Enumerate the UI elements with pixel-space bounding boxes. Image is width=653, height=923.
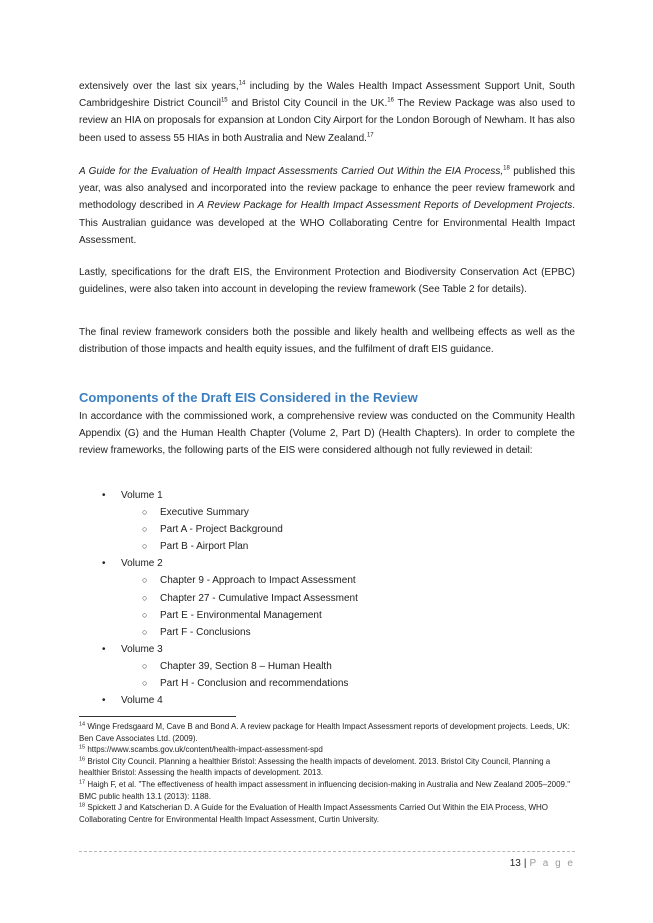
- footnote-ref-15[interactable]: 15: [220, 97, 228, 104]
- sub-list: [121, 504, 502, 555]
- guide-title: A Guide for the Evaluation of Health Impact Assessments Carried Out Within the EIA Process,: [79, 166, 504, 177]
- list-item: ○ Part H - Conclusion and recommendations: [121, 675, 502, 692]
- page-footer: [510, 858, 575, 869]
- paragraph-guide-evaluation: A Guide for the Evaluation of Health Impact Assessments Carried Out Within the EIA Process,$^{18}$ published this year, was also analysed and incorporated into the review package to enhance the peer review framework and methodology described in A Review Package for Health Impact Assessment Reports of Development Projects. This Australian guidance was developed at the WHO Collaborating Centre for Environmental Health Impact Assessment.: [79, 165, 575, 246]
- list-item-volume-3: • Volume 3 ○ Chapter 39, Section 8 – Human Health ○ Part H - Conclusion and recommendations: [102, 641, 502, 692]
- bullet-icon: •: [102, 695, 106, 707]
- bullet-icon: •: [102, 558, 106, 570]
- footnote-14: $^{14}$ Winge Fredsgaard M, Cave B and Bond A. A review package for Health Impact Assessment reports of development projects. Leeds, UK: Ben Cave Associates Ltd. (2009).: [79, 721, 570, 743]
- paragraph-commissioned-work: In accordance with the commissioned work, a comprehensive review was conducted on the Community Health Appendix (G) and the Human Health Chapter (Volume 2, Part D) (Health Chapters). In order to complete the review frameworks, the following parts of the EIS were considered although not fully reviewed in detail:: [79, 411, 575, 457]
- list-item: ○ Part F - Conclusions: [121, 624, 502, 641]
- list-item: ○ Chapter 39, Section 8 – Human Health: [121, 658, 502, 675]
- circle-bullet-icon: ○: [142, 524, 148, 535]
- circle-bullet-icon: ○: [142, 626, 148, 637]
- circle-bullet-icon: ○: [142, 660, 148, 671]
- footnote-link[interactable]: https://www.scambs.gov.uk/content/health-impact-assessment-spd: [85, 745, 323, 755]
- section-heading: Components of the Draft EIS Considered in the Review: [79, 390, 418, 405]
- bullet-icon: •: [102, 490, 106, 501]
- circle-bullet-icon: ○: [142, 541, 148, 552]
- page-number: 13: [509, 858, 521, 869]
- footnote-divider: [79, 716, 236, 717]
- circle-bullet-icon: ○: [142, 575, 148, 586]
- circle-bullet-icon: ○: [142, 678, 148, 689]
- page-label: P a g e: [529, 858, 575, 869]
- list-item: ○ Chapter 9 - Approach to Impact Assessment: [121, 572, 502, 589]
- circle-bullet-icon: ○: [142, 507, 148, 518]
- footnotes: [79, 721, 579, 825]
- volume-list: [102, 487, 502, 709]
- paragraph-final-framework: The final review framework considers both the possible and likely health and wellbeing effects as well as the distribution of those impacts and health equity issues, and the fulfilment of draft EIS guidance.: [79, 327, 575, 356]
- list-item: ○ Executive Summary: [121, 504, 502, 521]
- bullet-icon: •: [102, 643, 106, 655]
- list-item: ○ Part B - Airport Plan: [121, 538, 502, 555]
- paragraph-review-package-usage: extensively over the last six years,$^{14}$ including by the Wales Health Impact Assessment Support Unit, South Cambridgeshire District Council$^{15}$ and Bristol City Council in the UK.$^{16}$ The Review Package was also used to review an HIA on proposals for expansion at London City Airport for the London Borough of Newham. It has also been used to assess 55 HIAs in both Australia and New Zealand.$^{17}$: [79, 80, 576, 144]
- footnote-16: $^{16}$ Bristol City Council. Planning a healthier Bristol: Assessing the health impacts of develoment. 2013. Bristol City Council, Planning a healthier Bristol: Assessing the health impacts of development. 2013.: [79, 756, 551, 778]
- circle-bullet-icon: ○: [142, 609, 148, 620]
- footnote-18: $^{18}$ Spickett J and Katscherian D. A Guide for the Evaluation of Health Impact Assessments Carried Out Within the EIA Process, WHO Collaborating Centre for Environmental Health Impact Assessment, Curtin University.: [79, 802, 548, 824]
- list-item-volume-2: • Volume 2 ○ Chapter 9 - Approach to Impact Assessment ○ Chapter 27 - Cumulative Impact Assessment ○ Part E - Environmental Management ○ Part F - Conclusions: [102, 555, 502, 640]
- footnote-ref-14[interactable]: 14: [238, 80, 246, 87]
- review-package-title: A Review Package for Health Impact Assessment Reports of Development Projects: [197, 200, 573, 212]
- footnote-15[interactable]: $^{15}$ https://www.scambs.gov.uk/content/health-impact-assessment-spd: [79, 744, 323, 755]
- sub-list: [121, 572, 502, 640]
- list-item-volume-4: • Volume 4: [102, 692, 502, 709]
- paragraph-eis-specifications: Lastly, specifications for the draft EIS, the Environment Protection and Biodiversity Conservation Act (EPBC) guidelines, were also taken into account in developing the review framework (See Table 2 for details).: [79, 267, 575, 296]
- footer-divider: [79, 851, 575, 852]
- list-item: ○ Part A - Project Background: [121, 521, 502, 538]
- list-item-volume-1: • Volume 1 ○ Executive Summary ○ Part A - Project Background ○ Part B - Airport Plan: [102, 487, 502, 555]
- sub-list: [121, 658, 502, 692]
- footnote-17: $^{17}$ Haigh F, et al. "The effectiveness of health impact assessment in influencing decision-making in Australia and New Zealand 2005–2009." BMC public health 13.1 (2013): 1188.: [79, 779, 571, 801]
- circle-bullet-icon: ○: [142, 592, 148, 603]
- list-item: ○ Part E - Environmental Management: [121, 607, 502, 624]
- footnote-ref-18[interactable]: 18: [503, 165, 510, 172]
- footnote-ref-16[interactable]: 16: [387, 97, 394, 104]
- footnote-ref-17[interactable]: 17: [366, 132, 374, 139]
- list-item: ○ Chapter 27 - Cumulative Impact Assessment: [121, 590, 502, 607]
- footer-separator: |: [523, 858, 527, 869]
